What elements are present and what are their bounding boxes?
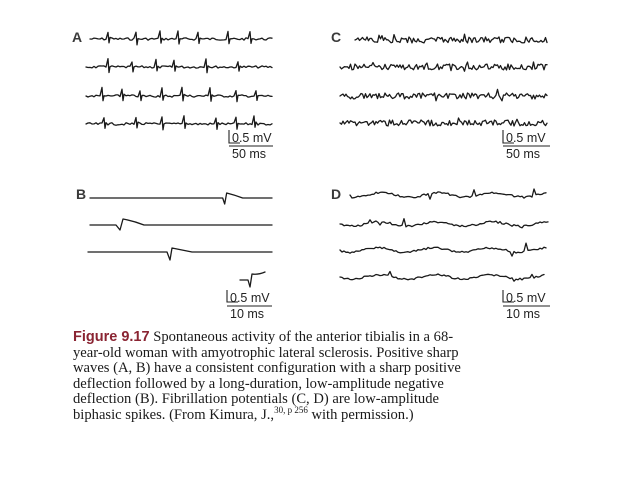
panel-b-scale-voltage: 0.5 mV xyxy=(230,291,270,305)
figure-caption xyxy=(73,330,593,424)
panel-a-trace-2 xyxy=(86,59,272,73)
panel-a-trace-3 xyxy=(86,87,272,101)
panel-c xyxy=(331,29,550,161)
caption-text-6-end: with permission.) xyxy=(307,406,414,423)
panel-d-scale-time: 10 ms xyxy=(506,307,541,321)
figure-number: Figure 9.17 xyxy=(73,329,150,345)
panel-b-label: B xyxy=(76,186,87,202)
panel-a-trace-1 xyxy=(90,31,272,45)
caption-line-6 xyxy=(73,405,593,424)
panel-a-scale-voltage: 0.5 mV xyxy=(232,131,272,145)
panel-c-trace-4 xyxy=(340,118,547,126)
panel-c-scale-time: 50 ms xyxy=(506,147,541,161)
panel-d-trace-1 xyxy=(350,189,546,199)
panel-d-trace-3 xyxy=(340,243,546,256)
caption-line-4: deflection followed by a long-duration, low-amplitude negative xyxy=(73,375,444,392)
panel-b xyxy=(76,186,272,321)
panel-a xyxy=(72,29,273,161)
caption-line-1 xyxy=(73,330,593,346)
panel-c-trace-3 xyxy=(340,89,547,100)
panel-a-scale-time: 50 ms xyxy=(232,147,267,161)
panel-c-label: C xyxy=(331,29,342,45)
panel-b-trace-4 xyxy=(240,272,265,287)
panel-a-label: A xyxy=(72,29,83,45)
panel-d-trace-4 xyxy=(340,272,544,282)
panel-b-trace-3 xyxy=(88,248,272,260)
caption-text-1: Spontaneous activity of the anterior tibialis in a 68- xyxy=(153,329,454,345)
caption-line-2: year-old woman with amyotrophic lateral sclerosis. Positive sharp xyxy=(73,344,459,361)
caption-text-6: biphasic spikes. (From Kimura, J., xyxy=(73,406,275,423)
panel-d xyxy=(331,186,550,321)
panel-b-scale-time: 10 ms xyxy=(230,307,265,321)
panel-a-trace-4 xyxy=(86,116,272,130)
panel-b-trace-2 xyxy=(90,219,272,230)
panel-c-scale-voltage: 0.5 mV xyxy=(506,131,546,145)
caption-citation: 30, p 256 xyxy=(274,405,308,416)
panel-d-label: D xyxy=(331,186,342,202)
panel-c-trace-2 xyxy=(340,62,547,71)
caption-line-3: waves (A, B) have a consistent configuration with a sharp positive xyxy=(73,360,461,377)
panel-c-trace-1 xyxy=(355,34,547,43)
panel-d-trace-2 xyxy=(340,219,548,228)
panel-d-scale-voltage: 0.5 mV xyxy=(506,291,546,305)
caption-line-5: deflection (B). Fibrillation potentials (C, D) are low-amplitude xyxy=(73,391,439,408)
panel-b-trace-1 xyxy=(90,193,272,204)
